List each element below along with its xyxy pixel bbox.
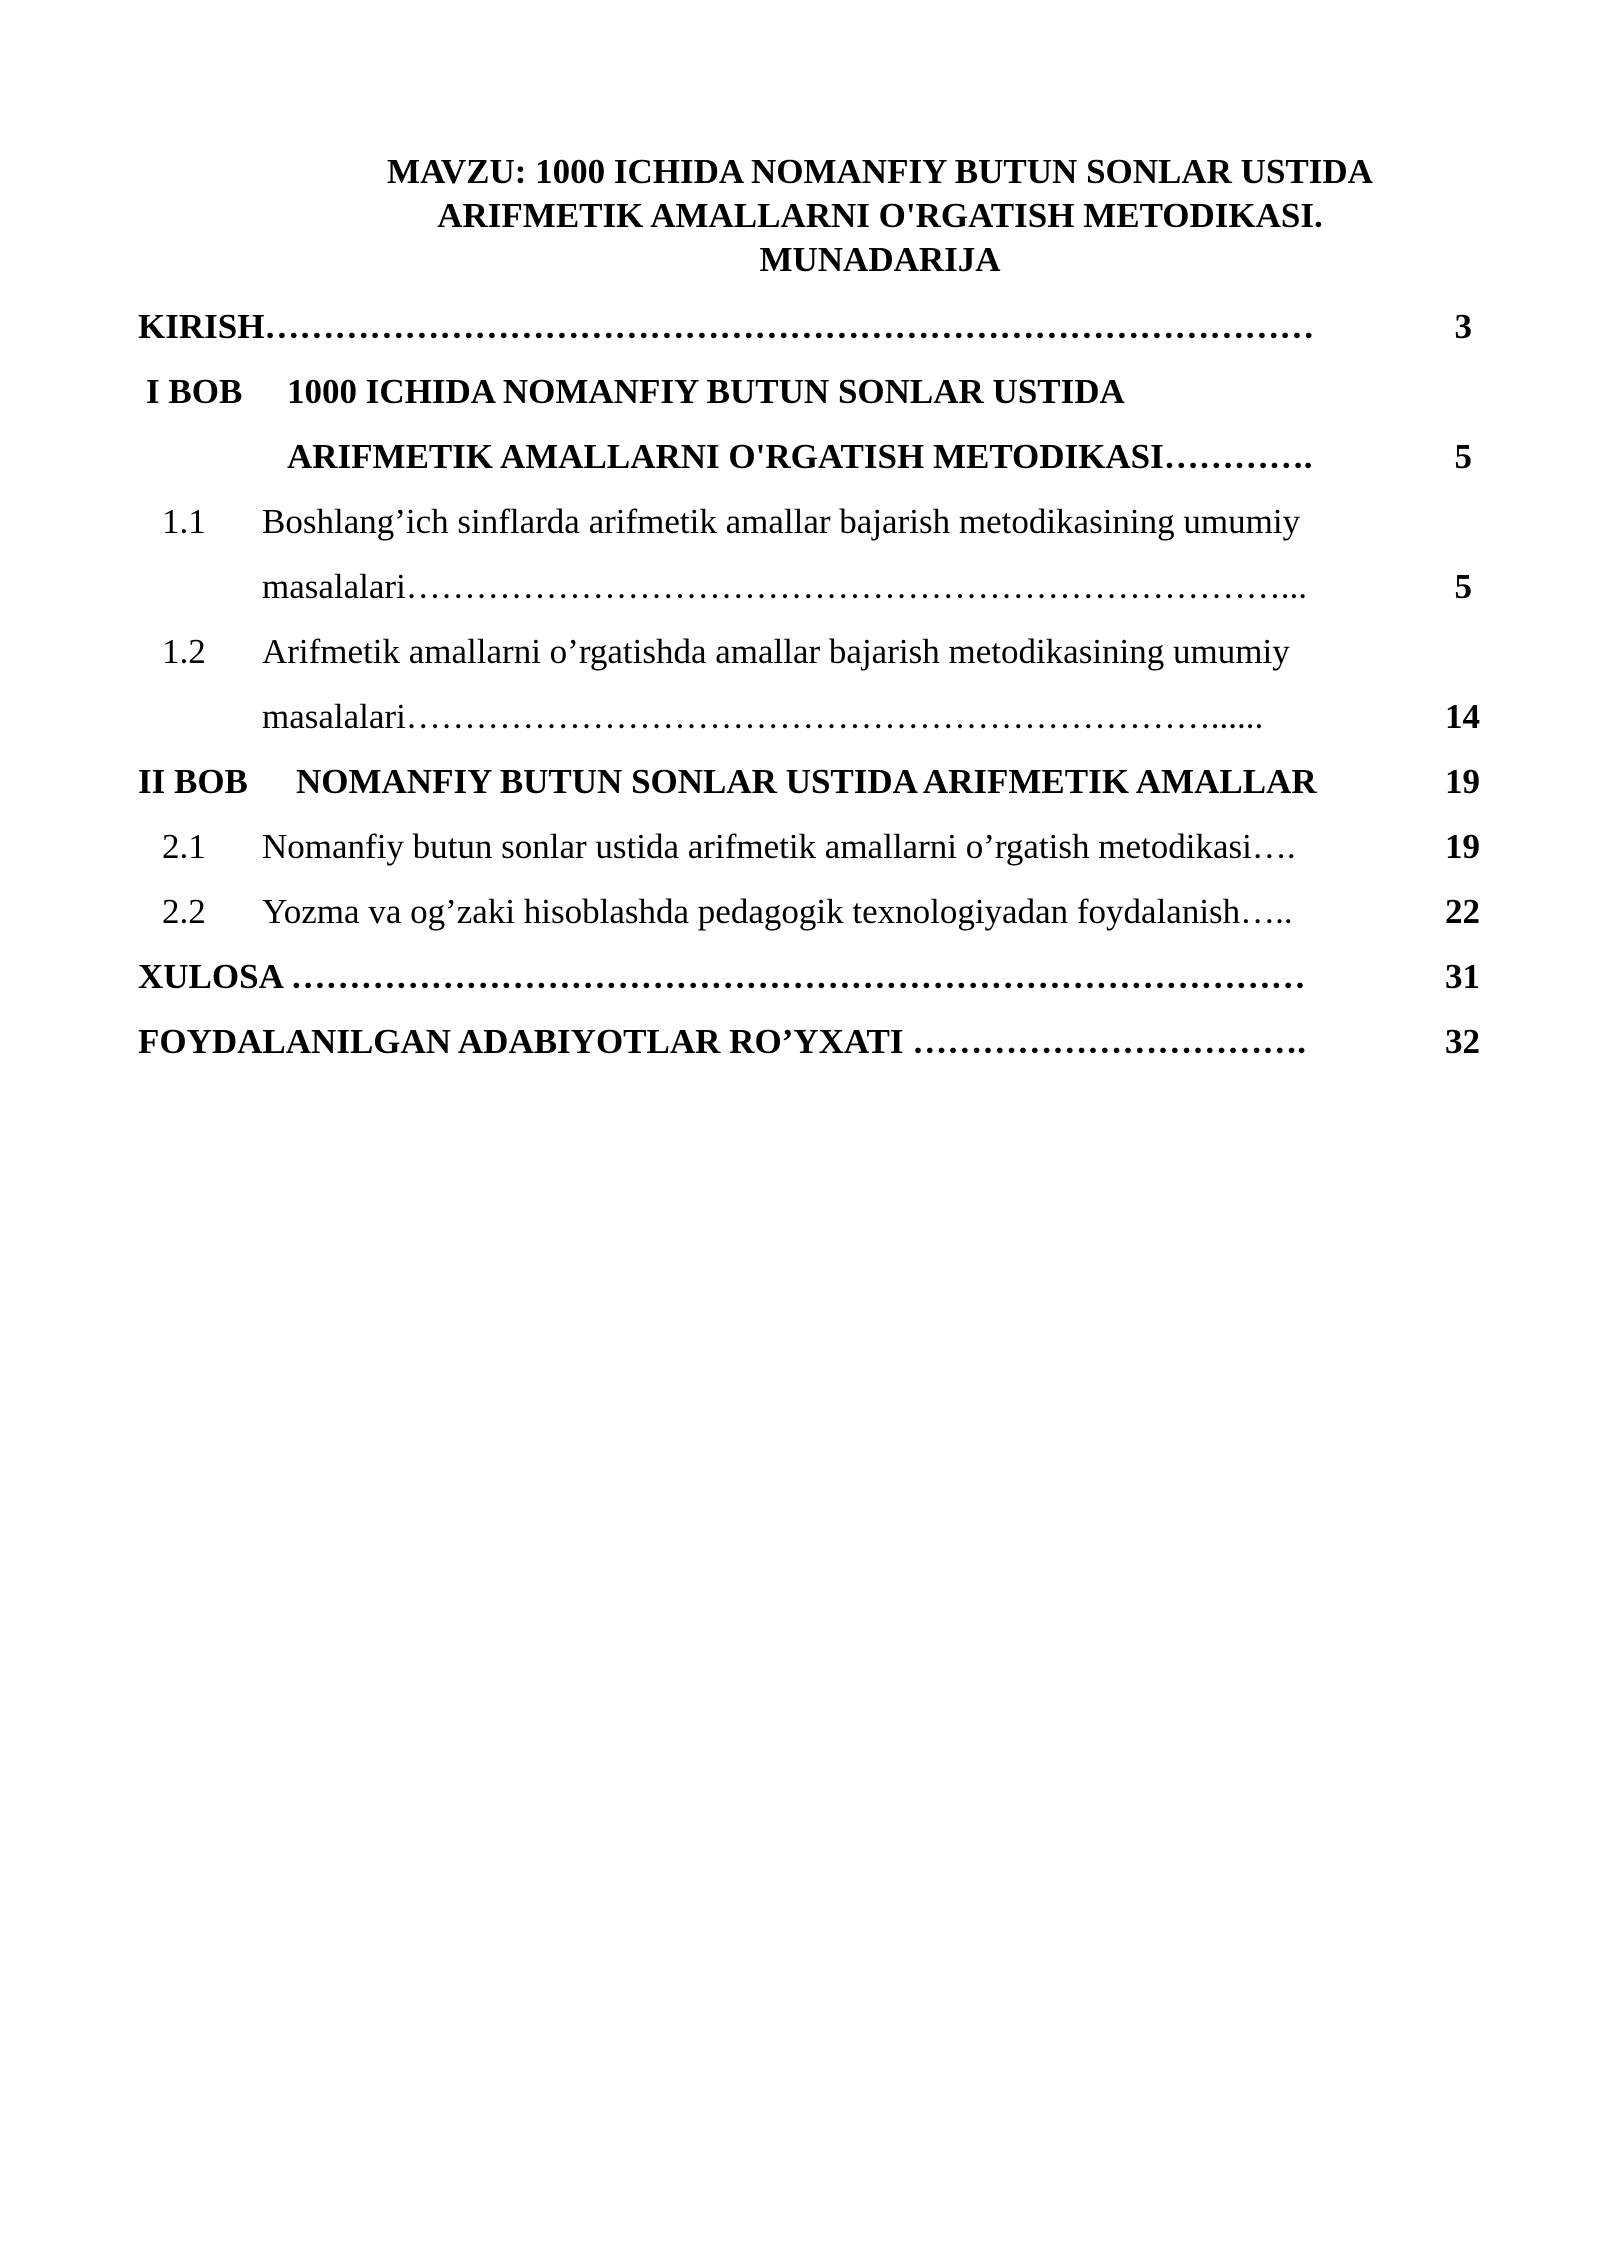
toc-chapter-1-title-line-2: ARIFMETIK AMALLARNI O'RGATISH METODIKASI…………. — [287, 437, 1313, 476]
toc-entry-xulosa: XULOSA …………………………………………………………………………… — [138, 957, 1306, 996]
toc-page-chapter-1: 5 — [1454, 437, 1472, 476]
toc-page-xulosa: 31 — [1445, 957, 1480, 996]
toc-page-section-2-1: 19 — [1445, 827, 1480, 866]
toc-chapter-2-title: NOMANFIY BUTUN SONLAR USTIDA ARIFMETIK AMALLAR — [296, 762, 1317, 801]
toc-section-1-1-number: 1.1 — [162, 502, 206, 541]
toc-page-section-2-2: 22 — [1445, 892, 1480, 931]
toc-section-2-2-number: 2.2 — [162, 892, 206, 931]
toc-page-kirish: 3 — [1454, 307, 1472, 346]
title-line-1: MAVZU: 1000 ICHIDA NOMANFIY BUTUN SONLAR USTIDA — [387, 152, 1373, 191]
toc-page-chapter-2: 19 — [1445, 762, 1480, 801]
toc-section-1-2-line-2: masalalari……………………………………………………………...... — [262, 697, 1264, 736]
toc-section-1-2-number: 1.2 — [162, 632, 206, 671]
toc-chapter-1-label: I BOB — [146, 372, 243, 411]
toc-page-section-1-2: 14 — [1445, 697, 1480, 736]
toc-section-1-2-line-1: Arifmetik amallarni o’rgatishda amallar bajarish metodikasining umumiy — [262, 632, 1290, 671]
toc-section-1-1-line-1: Boshlang’ich sinflarda arifmetik amallar bajarish metodikasining umumiy — [262, 502, 1301, 541]
toc-section-1-1-line-2: masalalari…………………………………………………………………... — [262, 567, 1308, 606]
toc-chapter-2-label: II BOB — [138, 762, 248, 801]
toc-section-2-1-number: 2.1 — [162, 827, 206, 866]
toc-page-references: 32 — [1445, 1022, 1480, 1061]
toc-entry-kirish: KIRISH……………………………………………………………………………… — [138, 307, 1315, 346]
table-of-contents-heading: MUNADARIJA — [759, 240, 1001, 279]
toc-page-section-1-1: 5 — [1454, 567, 1472, 606]
title-line-2: ARIFMETIK AMALLARNI O'RGATISH METODIKASI. — [437, 196, 1323, 235]
toc-chapter-1-title-line-1: 1000 ICHIDA NOMANFIY BUTUN SONLAR USTIDA — [287, 372, 1125, 411]
toc-entry-references: FOYDALANILGAN ADABIYOTLAR RO’YXATI ……………………………. — [138, 1022, 1307, 1061]
toc-section-2-1-title: Nomanfiy butun sonlar ustida arifmetik amallarni o’rgatish metodikasi…. — [262, 827, 1296, 866]
table-of-contents — [0, 0, 1600, 1100]
toc-section-2-2-title: Yozma va og’zaki hisoblashda pedagogik texnologiyadan foydalanish….. — [262, 892, 1293, 931]
